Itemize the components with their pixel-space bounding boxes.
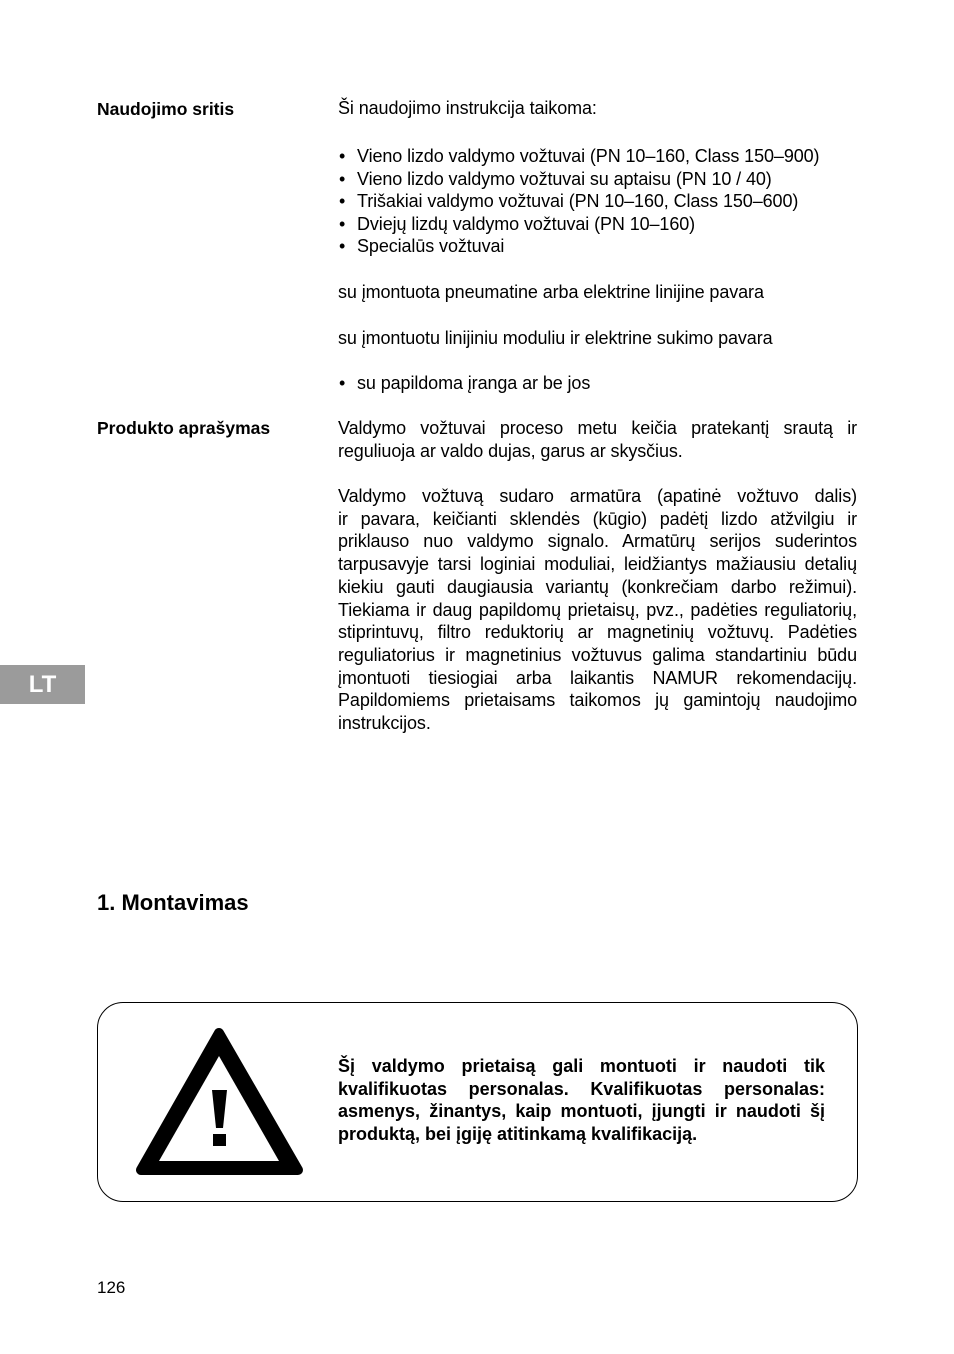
bullet-marker: •	[339, 213, 346, 234]
paragraph-line: ir pavara, keičianti sklendės (kūgio) padėtį lizdo atžvilgiu ir	[338, 508, 857, 529]
paragraph-line: stiprintuvų, filtro reduktorių ar magnetinių vožtuvų. Padėties	[338, 622, 857, 643]
list-item	[338, 190, 857, 213]
body-text: su įmontuota pneumatine arba elektrine linijine pavara	[338, 282, 764, 302]
paragraph-line: Valdymo vožtuvą sudaro armatūra (apatinė vožtuvo dalis)	[338, 486, 857, 506]
list-item-text: Vieno lizdo valdymo vožtuvai su aptaisu (PN 10 / 40)	[357, 168, 772, 189]
list-item	[338, 145, 857, 168]
warning-line: kvalifikuotas personalas. Kvalifikuotas personalas:	[338, 1078, 825, 1099]
scope-bullet-list	[338, 145, 857, 258]
warning-line: produktą, bei įgiję atitinkamą kvalifikaciją.	[338, 1124, 698, 1145]
paragraph-line: reguliatorius ir magnetinius vožtuvus galima standartiniu būdu	[338, 644, 857, 665]
paragraph-line: Valdymo vožtuvai proceso metu keičia pratekantį srautą ir	[338, 418, 857, 438]
body-text: su įmontuotu linijiniu moduliu ir elektrine sukimo pavara	[338, 328, 773, 348]
bullet-marker: •	[339, 191, 346, 212]
description-label: Produkto aprašymas	[97, 418, 271, 438]
list-item	[338, 168, 857, 191]
page-number: 126	[97, 1278, 126, 1297]
language-tab: LT	[0, 665, 85, 704]
with-linear-actuator-text	[338, 281, 857, 304]
paragraph-line: instrukcijos.	[338, 713, 431, 734]
bullet-marker: •	[339, 168, 346, 189]
list-item-text: Dviejų lizdų valdymo vožtuvai (PN 10–160)	[357, 213, 696, 234]
list-item-text: Trišakiai valdymo vožtuvai (PN 10–160, Class 150–600)	[357, 191, 799, 212]
paragraph-line: įmontuoti tiesiogiai arba laikantis NAMUR rekomendacijų.	[338, 667, 857, 688]
scope-intro-text: Ši naudojimo instrukcija taikoma:	[338, 98, 597, 118]
paragraph-line: kiekiu gauti daugiausia variantų (konkrečiam darbo režimui).	[338, 576, 857, 597]
bullet-marker: •	[339, 373, 346, 393]
paragraph-line: Tiekiama ir daug papildomų prietaisų, pvz., padėties reguliatorių,	[338, 599, 857, 620]
list-item-text: Specialūs vožtuvai	[357, 236, 505, 257]
list-item	[338, 213, 857, 236]
paragraph-line: reguliuoja ar valdo dujas, garus ar skysčius.	[338, 440, 683, 461]
bullet-marker: •	[339, 236, 346, 257]
paragraph-line: Papildomiems prietaisams taikomos jų gamintojų naudojimo	[338, 690, 857, 711]
section-heading: 1. Montavimas	[97, 890, 249, 915]
warning-line: Šį valdymo prietaisą gali montuoti ir naudoti tik	[338, 1056, 825, 1076]
list-item-text: Vieno lizdo valdymo vožtuvai (PN 10–160, Class 150–900)	[357, 146, 820, 166]
list-item	[338, 235, 857, 258]
description-paragraph-1	[338, 417, 857, 462]
bullet-marker: •	[339, 146, 346, 166]
list-item	[338, 372, 857, 395]
with-rotary-actuator-text	[338, 327, 857, 350]
warning-line: asmenys, žinantys, kaip montuoti, įjungti ir naudoti šį	[338, 1101, 825, 1122]
description-paragraph-2	[338, 485, 857, 735]
list-item-text: su papildoma įranga ar be jos	[357, 373, 591, 393]
paragraph-line: tarpusavyje tarsi loginiai moduliai, leidžiantys mažiausiu detalių	[338, 554, 857, 575]
accessories-bullet-list	[338, 372, 857, 395]
scope-label: Naudojimo sritis	[97, 99, 235, 119]
warning-text	[338, 1055, 825, 1146]
warning-triangle-icon	[130, 1022, 310, 1182]
paragraph-line: priklauso nuo valdymo signalo. Armatūrų serijos suderintos	[338, 531, 857, 552]
scope-intro	[338, 97, 857, 120]
